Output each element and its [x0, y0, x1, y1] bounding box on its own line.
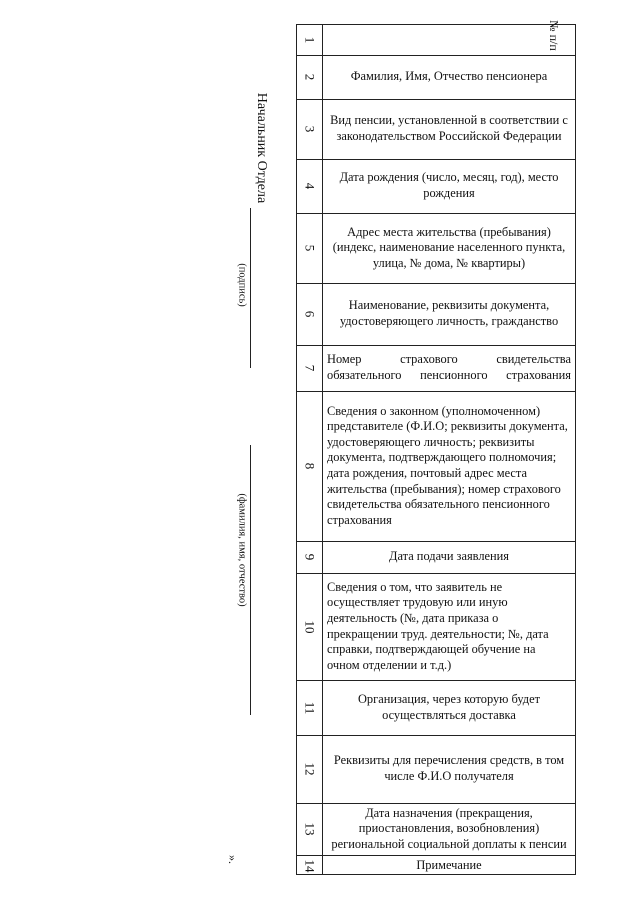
name-line: [250, 445, 251, 715]
footer-mark: ».: [226, 855, 240, 864]
row-label: Сведения о том, что заявитель не осуществляет трудовую или иную деятельность (№, дата приказа о прекращении труд. деятельности; №, дата справки, подтверждающей обучение на очном отделении и т.д.): [327, 579, 549, 672]
row-number: 13: [302, 822, 318, 836]
row-label: Сведения о законном (уполномоченном) представителе (Ф.И.О; реквизиты документа, удостоверяющего личность; реквизиты документа, подтверждающего полномочия; дата рождения, почтовый адрес места жительства (пребывания); номер страхового свидетельства обязательного пенсионного страхования: [327, 403, 568, 527]
row-label: Наименование, реквизиты документа, удостоверяющего личность, гражданство: [339, 298, 559, 328]
row-number: 3: [302, 125, 318, 133]
form-row-2: [297, 55, 575, 100]
name-caption: (фамилия, имя, отчество): [236, 493, 248, 607]
official-title: [254, 88, 268, 208]
row-number: 1: [302, 36, 318, 44]
form-row-11: [297, 680, 575, 736]
column-number-header: № п/п: [547, 20, 562, 51]
signature-line: [250, 208, 251, 368]
row-label: Организация, через которую будет осуществляться доставка: [357, 691, 541, 722]
row-number: 12: [302, 762, 318, 776]
form-row-13: [297, 803, 575, 856]
row-label: Вид пенсии, установленной в соответствии с законодательством Российской Федерации: [330, 113, 568, 143]
row-number: 5: [302, 244, 318, 252]
row-number: 11: [302, 701, 318, 714]
pension-form-table: [296, 20, 576, 875]
row-number: 2: [302, 73, 318, 81]
row-label: Адрес места жительства (пребывания) (индекс, наименование населенного пункта, улица, № дома, № квартиры): [332, 224, 566, 270]
row-label: Дата подачи заявления: [389, 549, 509, 564]
form-row-12: [297, 735, 575, 804]
row-label: Дата рождения (число, месяц, год), место рождения: [339, 170, 559, 200]
form-row-1: [297, 25, 575, 56]
form-row-5: [297, 213, 575, 284]
row-label: Фамилия, Имя, Отчество пенсионера: [350, 69, 548, 84]
row-number: 10: [302, 620, 318, 633]
row-number: 9: [302, 553, 318, 561]
form-row-4: [297, 159, 575, 214]
form-row-7: [297, 345, 575, 392]
row-label: Реквизиты для перечисления средств, в том числе Ф.И.О получателя: [333, 753, 565, 783]
form-row-6: [297, 283, 575, 346]
form-row-8: [297, 391, 575, 542]
form-row-14: [297, 855, 575, 876]
form-row-9: [297, 541, 575, 574]
signature-caption: (подпись): [236, 263, 248, 307]
row-number: 6: [302, 310, 318, 318]
row-label: Дата назначения (прекращения, приостановления, возобновления) региональной социальной доплаты к пенсии: [331, 805, 567, 851]
row-number: 7: [302, 364, 318, 372]
row-label: Примечание: [416, 857, 482, 872]
row-number: 4: [302, 182, 318, 190]
form-row-10: [297, 573, 575, 681]
form-row-3: [297, 99, 575, 160]
official-title-text: Начальник Отдела: [254, 92, 269, 204]
row-number: 8: [302, 462, 318, 470]
row-number: 14: [302, 859, 318, 872]
row-label: Номер страхового свидетельства обязательного пенсионного страхования: [327, 352, 571, 382]
